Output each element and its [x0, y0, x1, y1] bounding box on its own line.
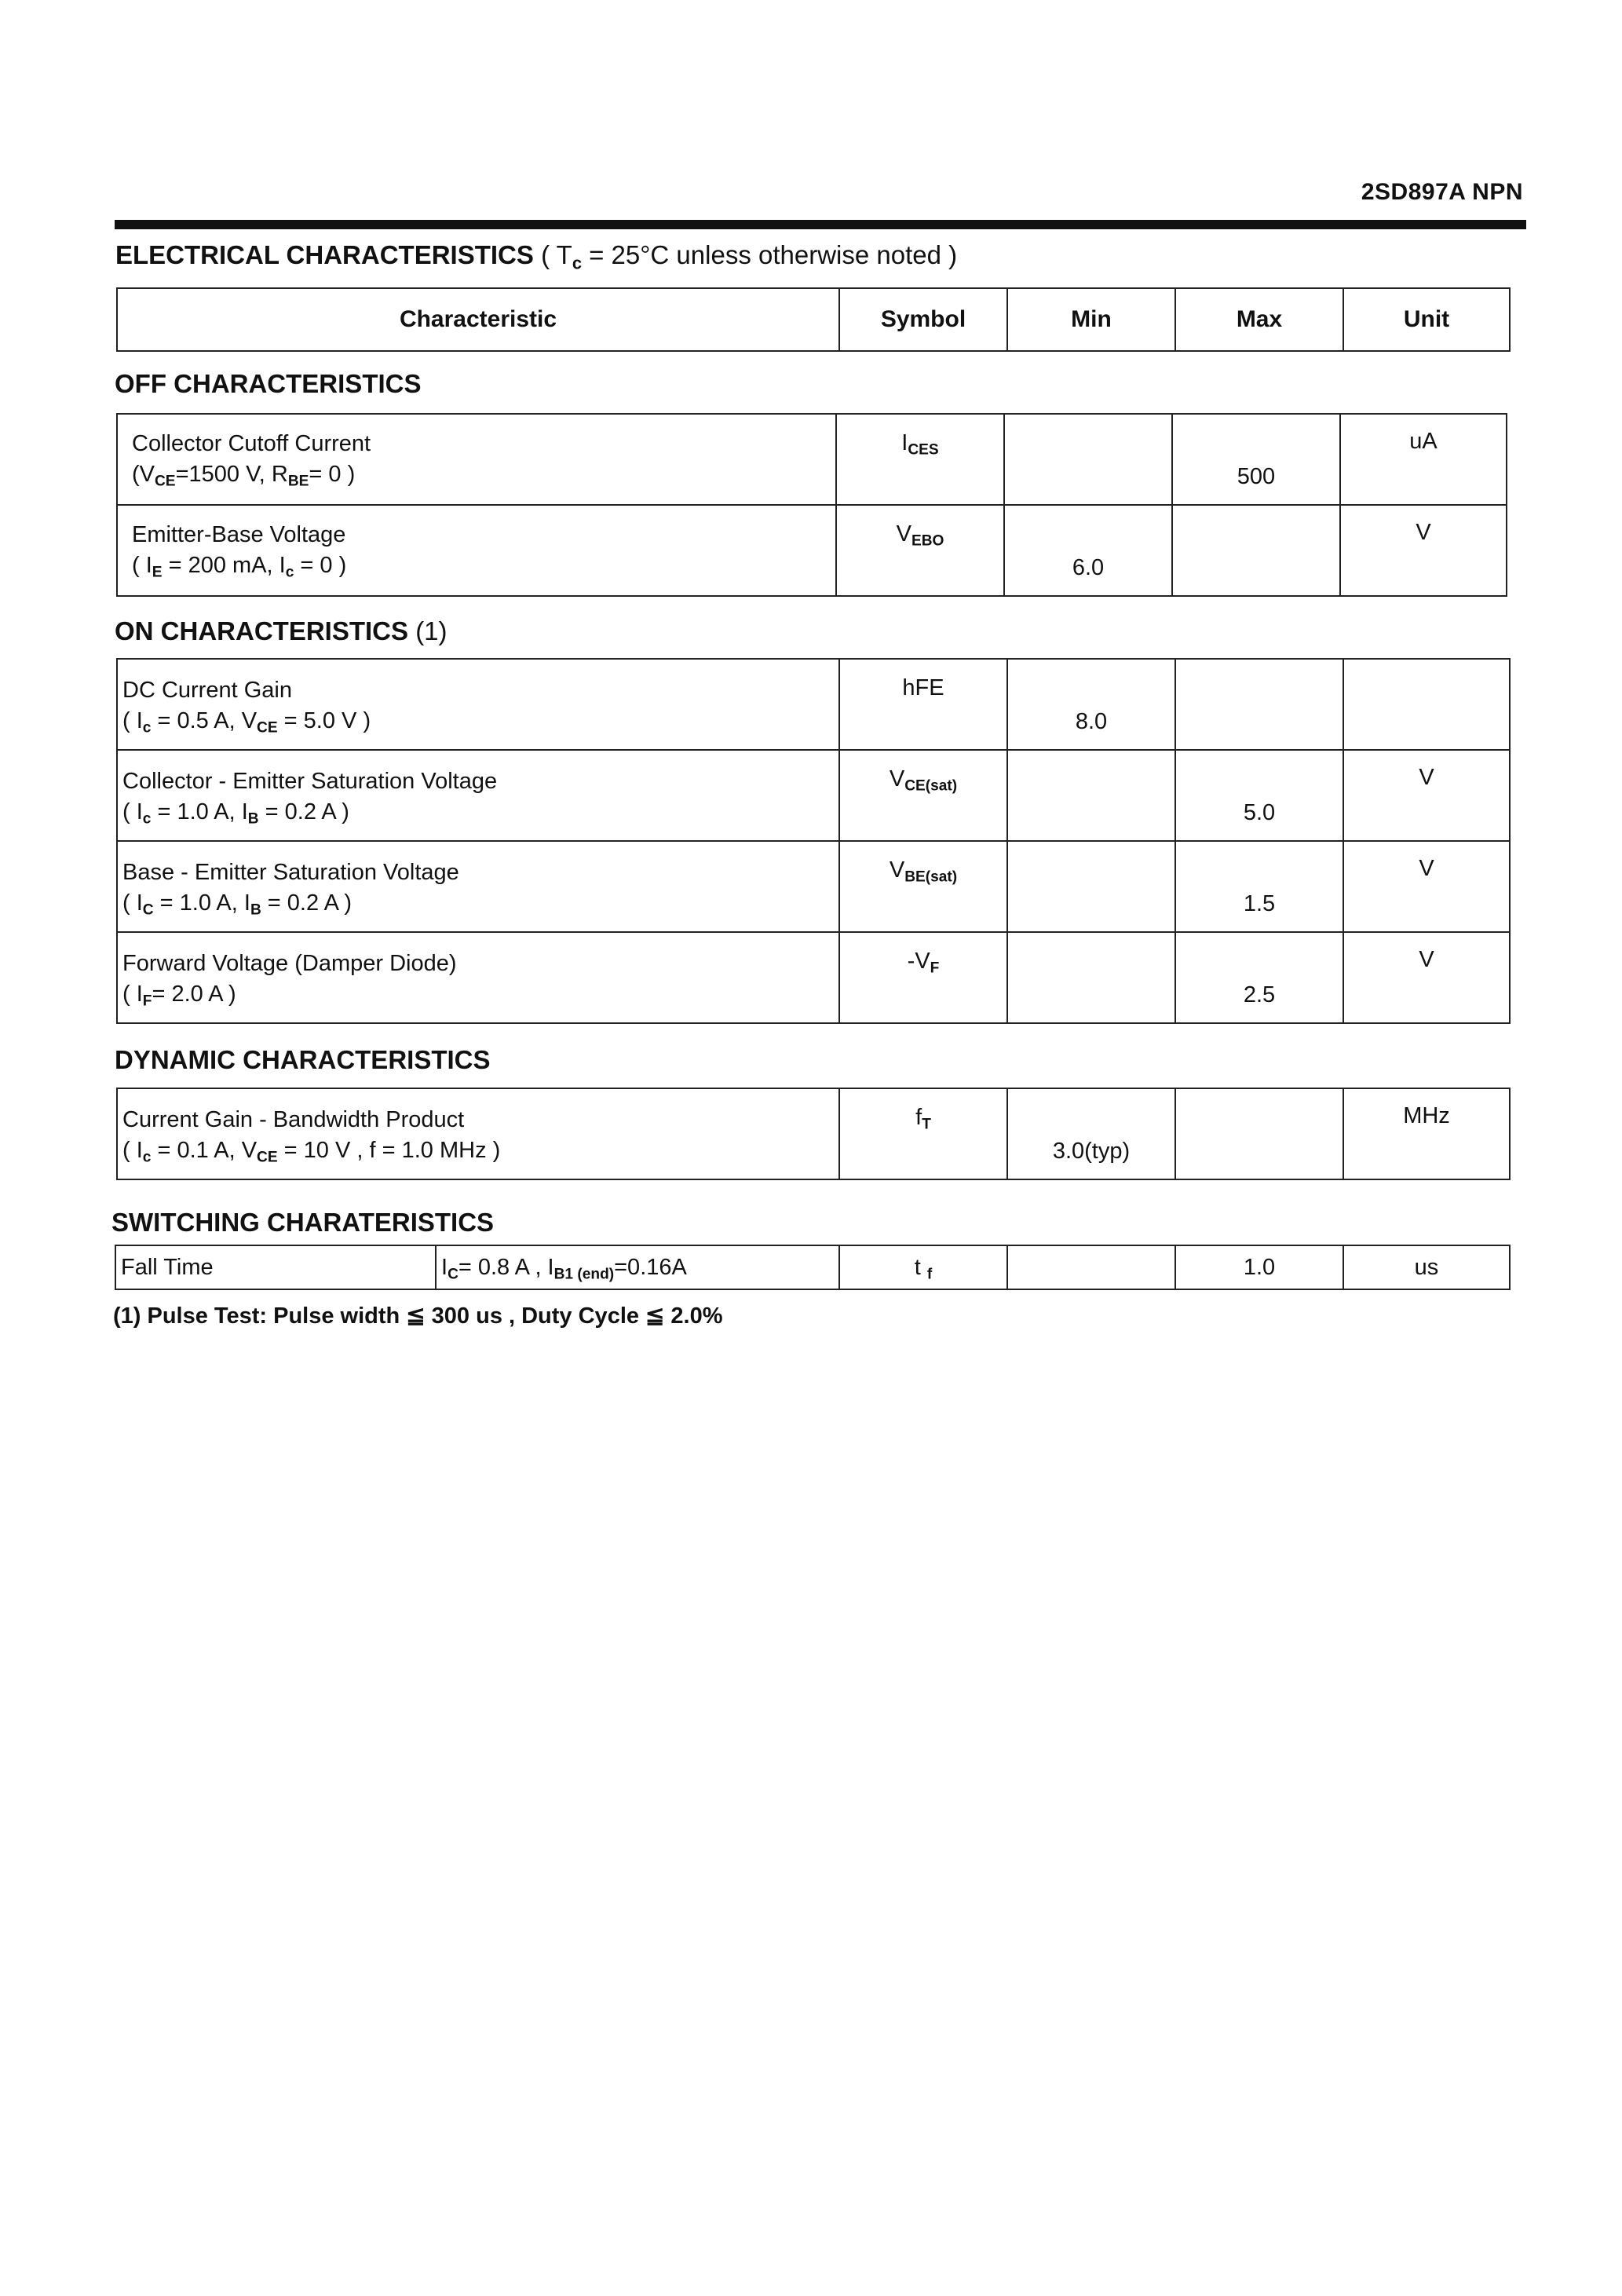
min-cell	[1007, 1245, 1175, 1289]
part-number: 2SD897A NPN	[1361, 179, 1523, 205]
unit-cell: us	[1343, 1245, 1510, 1289]
unit-cell: V	[1343, 841, 1510, 932]
switching-characteristics-table	[115, 1245, 1511, 1290]
min-cell: 3.0(typ)	[1007, 1088, 1175, 1179]
max-cell: 1.5	[1175, 841, 1343, 932]
col-unit: Unit	[1343, 288, 1510, 351]
page-title	[115, 240, 958, 273]
col-max: Max	[1175, 288, 1343, 351]
table-row	[117, 841, 1510, 932]
symbol-cell: $-V_F$	[839, 932, 1007, 1023]
off-characteristics-table	[116, 413, 1507, 597]
footnote: (1) Pulse Test: Pulse width ≦ 300 us , Duty Cycle ≦ 2.0%	[113, 1303, 723, 1329]
table-row	[117, 1088, 1510, 1179]
table-row	[115, 1245, 1510, 1289]
max-cell: 1.0	[1175, 1245, 1343, 1289]
title-condition: ( $T_c = 25^\circ C$ unless otherwise noted )	[541, 240, 958, 273]
min-cell: 8.0	[1007, 659, 1175, 750]
unit-cell: V	[1340, 505, 1507, 596]
characteristic-cell: Fall Time	[115, 1245, 436, 1289]
section-heading-off: OFF CHARACTERISTICS	[115, 369, 422, 398]
characteristic-cell: Forward Voltage (Damper Diode) ( $I_F= 2.0$ A )	[117, 932, 839, 1023]
table-row	[117, 659, 1510, 750]
table-row	[117, 750, 1510, 841]
symbol-cell: $f_T$	[839, 1088, 1007, 1179]
symbol-cell: $V_{EBO}$	[836, 505, 1004, 596]
min-cell	[1007, 932, 1175, 1023]
symbol-cell: $V_{BE(sat)}$	[839, 841, 1007, 932]
col-min: Min	[1007, 288, 1175, 351]
min-cell	[1007, 841, 1175, 932]
unit-cell	[1343, 659, 1510, 750]
unit-cell: V	[1343, 750, 1510, 841]
table-row	[117, 505, 1507, 596]
symbol-cell: $V_{CE(sat)}$	[839, 750, 1007, 841]
table-row	[117, 414, 1507, 505]
characteristic-cell: Collector - Emitter Saturation Voltage ( $I_c = 1.0$ A, $I_B = 0.2$ A )	[117, 750, 839, 841]
symbol-cell: t $_f$	[839, 1245, 1007, 1289]
max-cell: 500	[1172, 414, 1340, 505]
symbol-cell: $I_{CES}$	[836, 414, 1004, 505]
header-rule	[115, 220, 1526, 229]
col-symbol: Symbol	[839, 288, 1007, 351]
unit-cell: V	[1343, 932, 1510, 1023]
section-heading-on: ON CHARACTERISTICS (1)	[115, 616, 448, 645]
min-cell	[1007, 750, 1175, 841]
column-header-table	[116, 287, 1511, 352]
unit-cell: MHz	[1343, 1088, 1510, 1179]
min-cell: 6.0	[1004, 505, 1172, 596]
min-cell	[1004, 414, 1172, 505]
col-characteristic: Characteristic	[117, 288, 839, 351]
max-cell	[1175, 659, 1343, 750]
characteristic-cell: DC Current Gain ( $I_c = 0.5$ A, $V_{CE} = 5.0$ V )	[117, 659, 839, 750]
characteristic-cell: Base - Emitter Saturation Voltage ( $I_C = 1.0$ A, $I_B = 0.2$ A )	[117, 841, 839, 932]
section-heading-dynamic: DYNAMIC CHARACTERISTICS	[115, 1045, 491, 1074]
characteristic-cell: Emitter-Base Voltage ( $I_E = 200$ mA, $I_c = 0$ )	[117, 505, 836, 596]
unit-cell: uA	[1340, 414, 1507, 505]
title-main: ELECTRICAL CHARACTERISTICS	[115, 240, 534, 269]
max-cell	[1175, 1088, 1343, 1179]
max-cell	[1172, 505, 1340, 596]
condition-cell: $I_C= 0.8$ A , $I_{B1 (end)}=0.16A$	[436, 1245, 839, 1289]
dynamic-characteristics-table	[116, 1088, 1511, 1180]
table-row	[117, 932, 1510, 1023]
section-heading-switching: SWITCHING CHARATERISTICS	[111, 1208, 495, 1237]
on-characteristics-table	[116, 658, 1511, 1024]
characteristic-cell: Collector Cutoff Current ($V_{CE}=1500$ V, $R_{BE}= 0$ )	[117, 414, 836, 505]
max-cell: 2.5	[1175, 932, 1343, 1023]
symbol-cell: hFE	[839, 659, 1007, 750]
characteristic-cell: Current Gain - Bandwidth Product ( $I_c = 0.1$ A, $V_{CE} = 10$ V , f = 1.0 MHz )	[117, 1088, 839, 1179]
max-cell: 5.0	[1175, 750, 1343, 841]
